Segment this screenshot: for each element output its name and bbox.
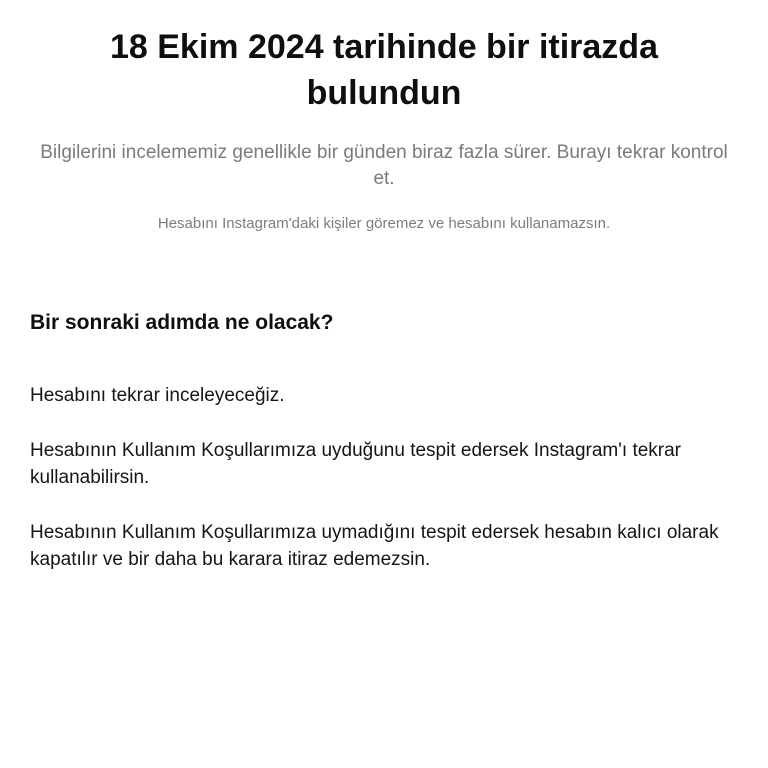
next-step-paragraph: Hesabını tekrar inceleyeceğiz. [30,385,285,406]
review-time-info: Bilgilerini incelememiz genellikle bir günden biraz fazla sürer. Burayı tekrar kontrol et. [40,142,728,189]
account-visibility-notice: Hesabını Instagram'daki kişiler göremez ve hesabını kullanamazsın. [157,215,611,232]
next-step-paragraph: Hesabının Kullanım Koşullarımıza uyduğunu tespit edersek Instagram'ı tekrar kullanabilirsin. [30,440,682,488]
next-steps-section [30,308,742,573]
page-title: 18 Ekim 2024 tarihinde bir itirazda bulundun [109,28,658,112]
appeal-status-header [40,24,728,234]
next-steps-heading: Bir sonraki adımda ne olacak? [30,311,334,334]
next-step-paragraph: Hesabının Kullanım Koşullarımıza uymadığını tespit edersek hesabın kalıcı olarak kapatılır ve bir daha bu karara itiraz edemezsin. [30,522,719,570]
